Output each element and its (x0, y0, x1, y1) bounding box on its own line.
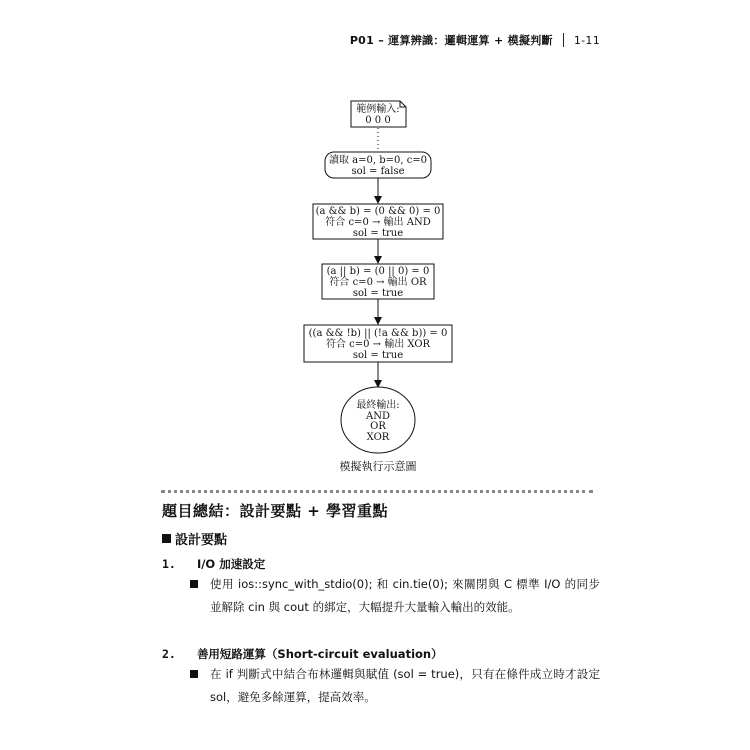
subsection-title: 設計要點 (175, 533, 228, 548)
square-bullet-icon (190, 670, 198, 678)
item-1-heading: I/O 加速設定 (196, 557, 266, 571)
or-step-line-2: 符合 c=0 → 輸出 OR (329, 277, 427, 288)
subsection-heading (162, 529, 227, 548)
item-2-number: 2. (162, 647, 176, 661)
item-2-title (162, 646, 443, 662)
page-number: 1-11 (573, 33, 600, 47)
item-2-bullet (190, 663, 600, 709)
and-step (313, 204, 443, 239)
square-bullet-icon (162, 534, 171, 543)
item-1-text: 使用 ios::sync_with_stdio(0); 和 cin.tie(0); 來關閉與 C 標準 I/O 的同步並解除 cin 與 cout 的綁定，大幅提升大量輸入輸出的效能。 (210, 577, 600, 614)
input-note-value: 0 0 0 (365, 115, 391, 126)
and-step-line-2: 符合 c=0 → 輸出 AND (325, 217, 431, 228)
section-title: 題目總結：設計要點 + 學習重點 (162, 502, 389, 520)
xor-step-line-2: 符合 c=0 → 輸出 XOR (325, 339, 431, 350)
final-output-and: AND (366, 411, 390, 422)
final-output-or: OR (370, 421, 386, 432)
xor-step-line-3: sol = true (352, 350, 404, 361)
read-step-line-2: sol = false (351, 166, 405, 177)
or-step-line-1: (a || b) = (0 || 0) = 0 (326, 266, 430, 277)
or-step (322, 264, 434, 299)
xor-step-line-1: ((a && !b) || (!a && b)) = 0 (308, 328, 448, 339)
section-divider (161, 490, 593, 493)
final-output (341, 387, 415, 453)
and-step-line-1: (a && b) = (0 && 0) = 0 (315, 206, 441, 217)
item-2-text: 在 if 判斷式中結合布林邏輯與賦值 (sol = true)，只有在條件成立時才設定 sol，避免多餘運算，提高效率。 (210, 667, 600, 704)
and-step-line-3: sol = true (352, 228, 404, 239)
item-1-number: 1. (162, 557, 176, 571)
item-1-title (162, 556, 265, 572)
square-bullet-icon (190, 580, 198, 588)
final-output-xor: XOR (366, 432, 390, 443)
input-note-label: 範例輸入: (356, 104, 400, 115)
xor-step (304, 325, 452, 362)
figure-caption: 模擬執行示意圖 (339, 460, 417, 473)
read-step (325, 152, 431, 178)
item-1-bullet (190, 573, 600, 619)
read-step-line-1: 讀取 a=0, b=0, c=0 (328, 155, 428, 166)
input-note (351, 101, 406, 127)
or-step-line-3: sol = true (352, 288, 404, 299)
item-2-heading: 善用短路運算（Short-circuit evaluation） (196, 647, 443, 661)
running-title: P01 – 運算辨識：邏輯運算 + 模擬判斷 (349, 34, 553, 47)
final-output-label: 最終輸出: (356, 400, 400, 411)
